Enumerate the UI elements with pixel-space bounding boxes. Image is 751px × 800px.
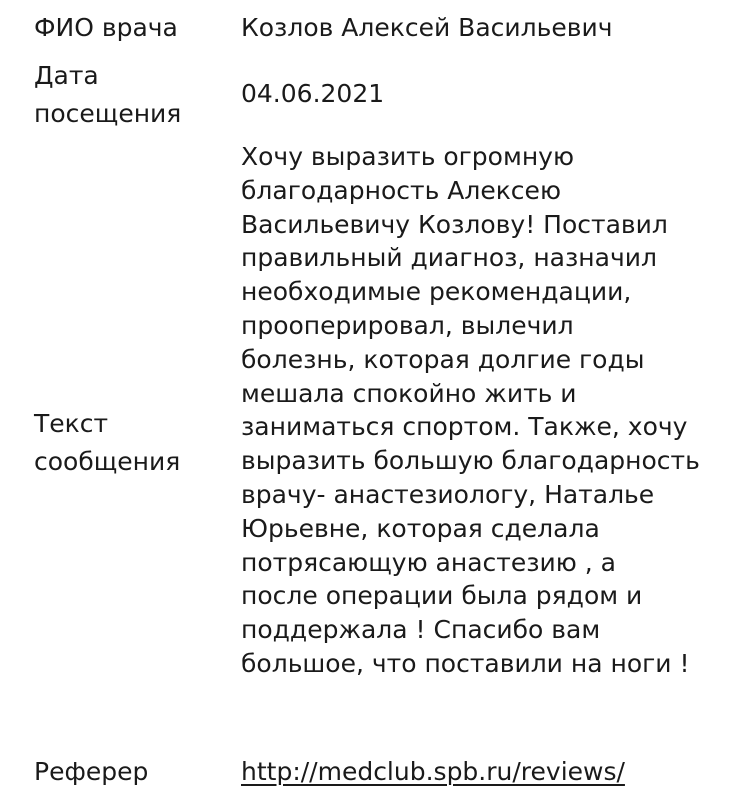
message-line: болезнь, которая долгие годы	[241, 344, 645, 374]
referrer-value	[241, 753, 741, 791]
doctor-label: ФИО врача	[34, 13, 178, 42]
referrer-label: Реферер	[34, 757, 149, 786]
message-line: большое, что поставили на ноги !	[241, 648, 690, 678]
referrer-link[interactable]: http://medclub.spb.ru/reviews/	[241, 757, 625, 786]
message-line: после операции была рядом и	[241, 581, 643, 611]
message-label-line1: Текст	[34, 409, 109, 438]
message-line: прооперировал, вылечил	[241, 310, 574, 340]
message-line: Васильевичу Козлову! Поставил	[241, 209, 668, 239]
message-label-line2: сообщения	[34, 446, 181, 476]
message-line: потрясающую анастезию , а	[241, 547, 616, 577]
message-line: выразить большую благодарность	[241, 446, 700, 476]
message-line: Юрьевне, которая сделала	[241, 513, 600, 543]
message-line: заниматься спортом. Также, хочу	[241, 412, 688, 442]
message-line: врачу- анастезиологу, Наталье	[241, 479, 655, 509]
message-line: благодарность Алексею	[241, 175, 561, 205]
visit-date-value: 04.06.2021	[241, 79, 385, 108]
message-line: правильный диагноз, назначил	[241, 243, 657, 273]
message-line: поддержала ! Спасибо вам	[241, 615, 601, 645]
message-label	[34, 405, 224, 480]
message-line: мешала спокойно жить и	[241, 378, 577, 408]
message-line: Хочу выразить огромную	[241, 142, 575, 171]
visit-date-label-line2: посещения	[34, 98, 182, 128]
visit-date-label-line1: Дата	[34, 61, 99, 90]
doctor-name: Козлов Алексей Васильевич	[241, 13, 613, 42]
message-text	[241, 140, 741, 681]
visit-date-label	[34, 57, 224, 132]
message-line: необходимые рекомендации,	[241, 277, 632, 307]
